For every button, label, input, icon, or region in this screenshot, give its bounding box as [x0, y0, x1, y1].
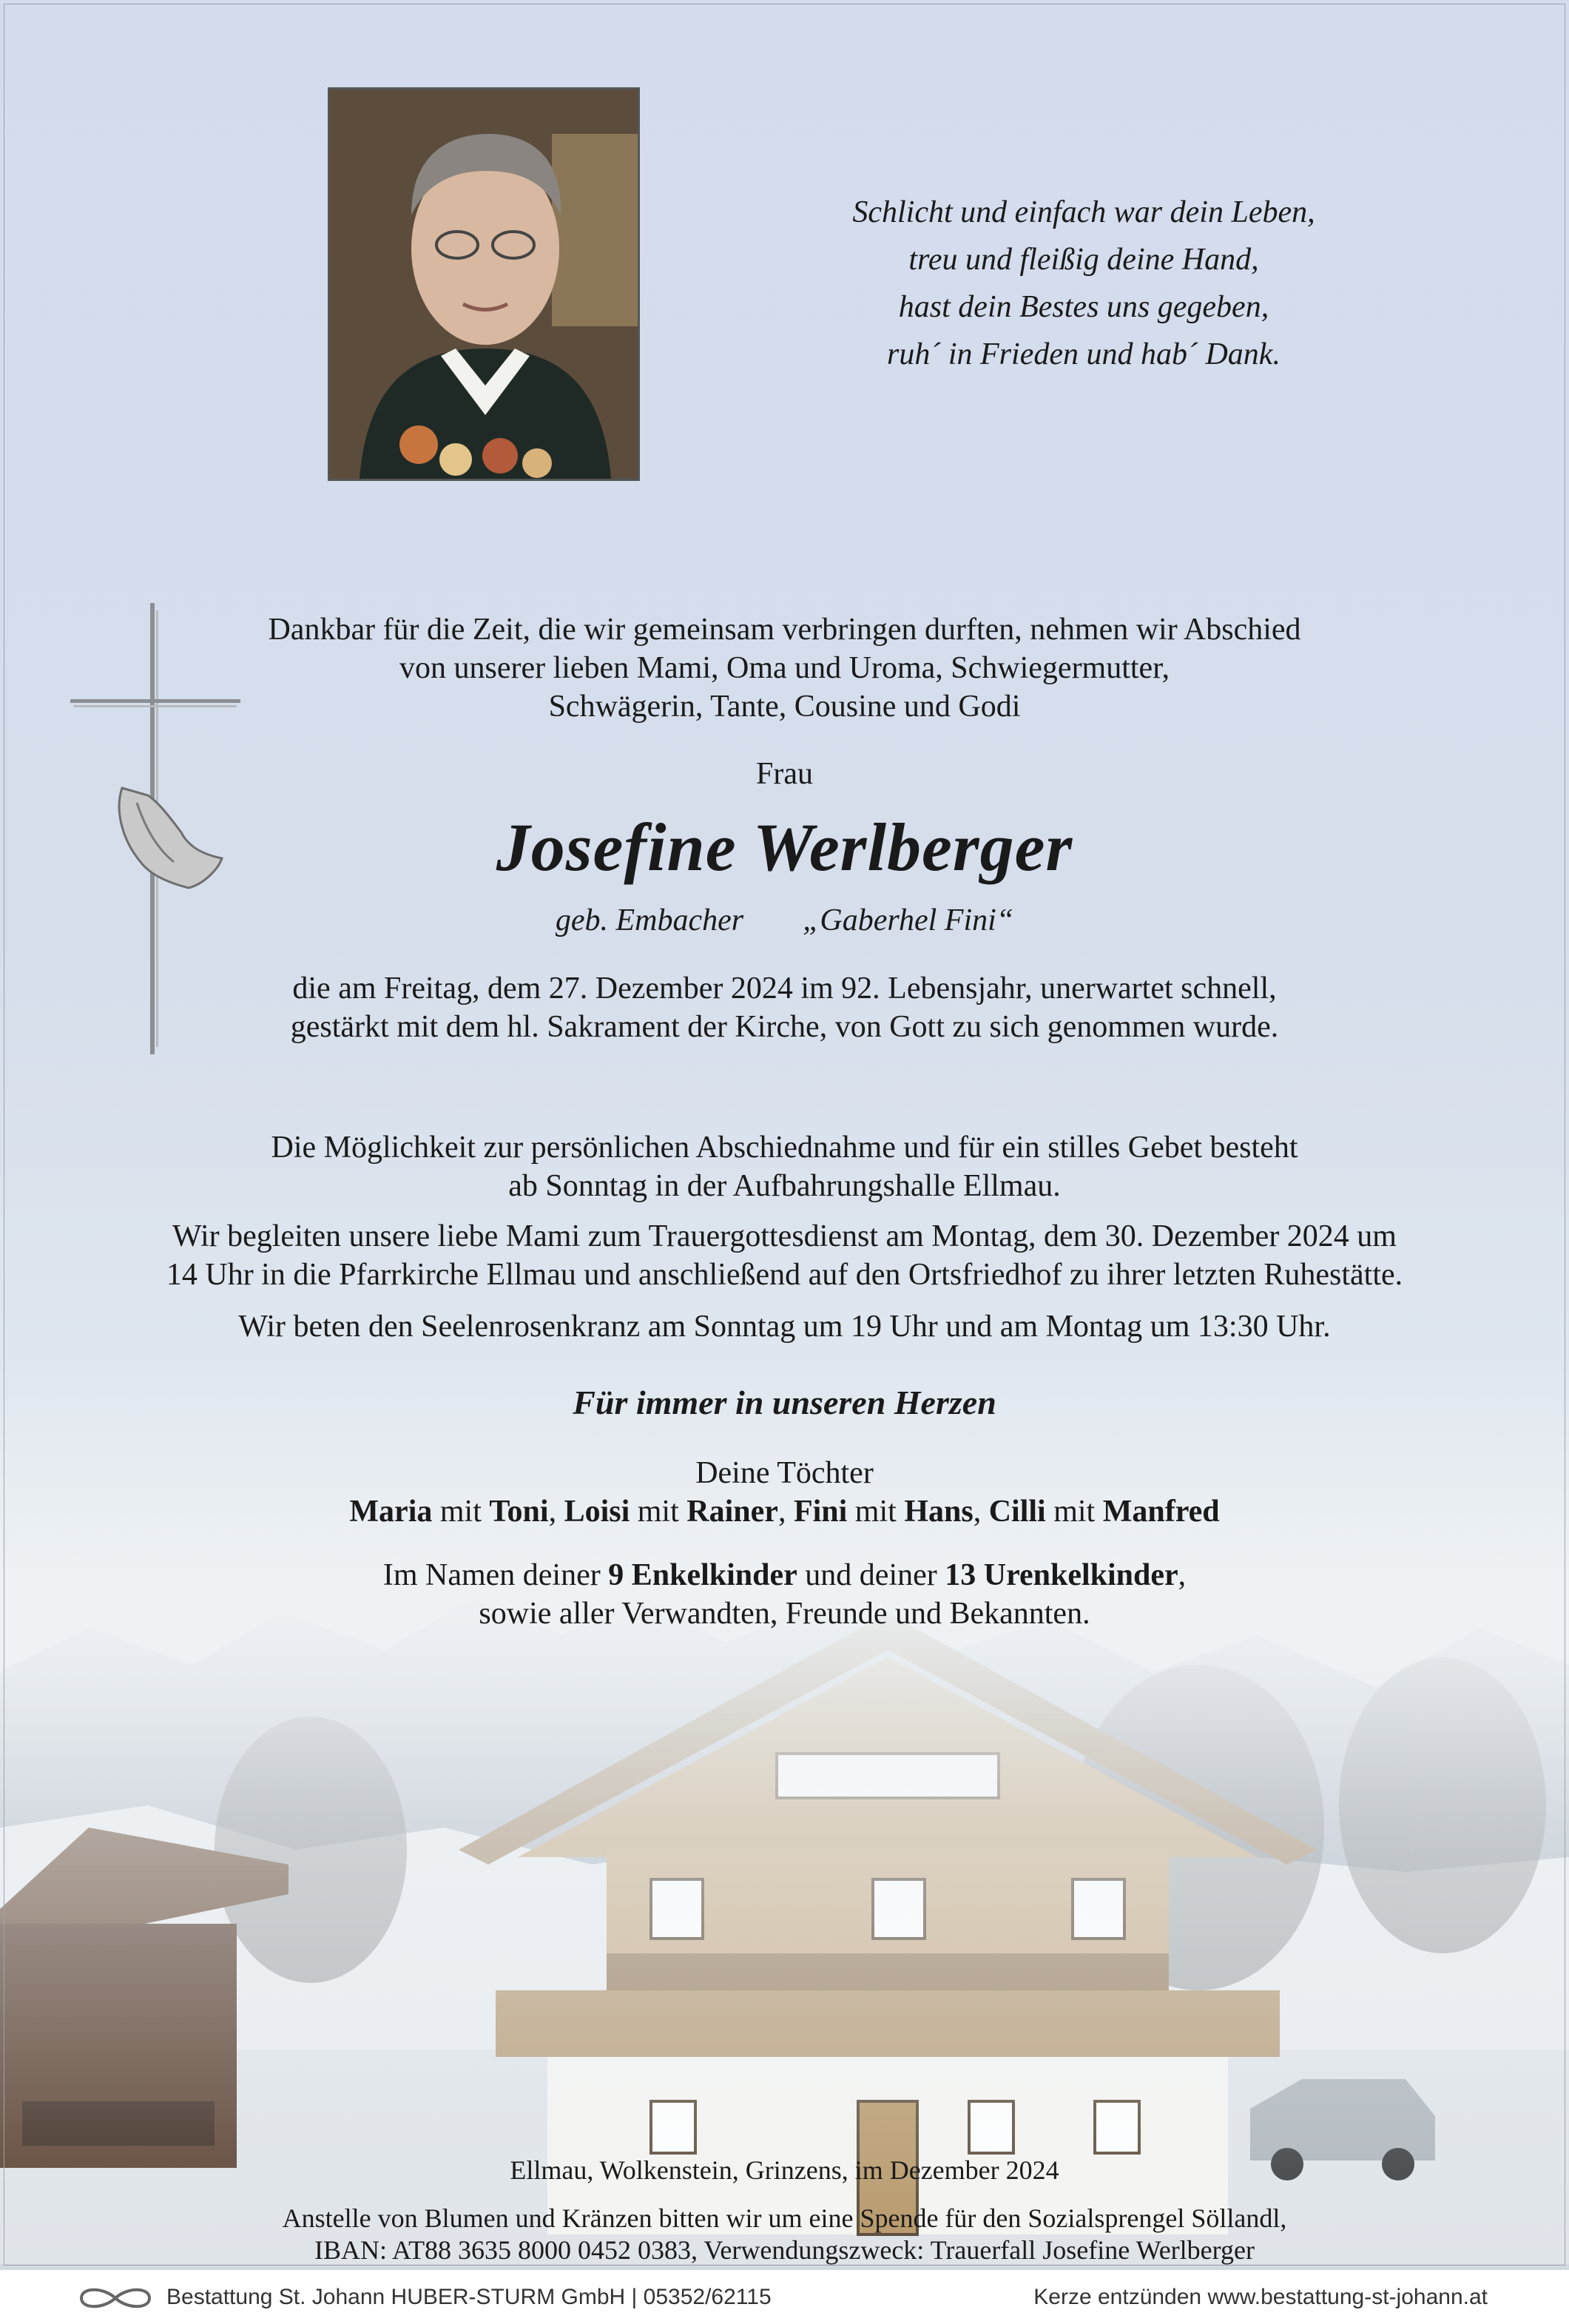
service-line: Wir begleiten unsere liebe Mami zum Trauergottesdienst am Montag, dem 30. Dezember 2024 um — [172, 1219, 1397, 1253]
salutation: Frau — [756, 757, 813, 791]
name-details — [0, 901, 1569, 940]
death-notice-line: die am Freitag, dem 27. Dezember 2024 im 92. Lebensjahr, unerwartet schnell, — [292, 971, 1277, 1006]
poem-line: hast dein Bestes uns gegeben, — [898, 290, 1269, 324]
daughter-name: Loisi — [564, 1495, 630, 1529]
farewell-line: Die Möglichkeit zur persönlichen Abschiednahme und für ein stilles Gebet besteht — [271, 1131, 1298, 1165]
portrait-figure — [330, 90, 638, 479]
intro-line: Dankbar für die Zeit, die wir gemeinsam verbringen durften, nehmen wir Abschied — [268, 613, 1301, 647]
text: und deiner — [797, 1558, 945, 1592]
connector: mit — [432, 1495, 490, 1529]
text: Im Namen deiner — [382, 1558, 609, 1592]
separator: , — [548, 1495, 564, 1529]
memorial-poem — [740, 189, 1428, 378]
partner-name: Rainer — [686, 1495, 778, 1529]
nickname: „Gaberhel Fini“ — [803, 903, 1014, 937]
place-date: Ellmau, Wolkenstein, Grinzens, im Dezember 2024 — [510, 2155, 1059, 2185]
deceased-name: Josefine Werlberger — [496, 809, 1073, 885]
grandchildren-line — [0, 1556, 1569, 1594]
maiden-name: geb. Embacher — [555, 903, 744, 937]
candle-link[interactable]: Kerze entzünden www.bestattung-st-johann.at — [1033, 2285, 1488, 2309]
poem-line: treu und fleißig deine Hand, — [908, 243, 1259, 277]
daughter-name: Fini — [793, 1495, 848, 1529]
separator: , — [973, 1495, 989, 1529]
grandchildren-count: 9 Enkelkinder — [608, 1558, 797, 1592]
service-line: 14 Uhr in die Pfarrkirche Ellmau und anschließend auf den Ortsfriedhof zu ihrer letzten Ruhestätte. — [166, 1258, 1403, 1292]
donation-line: Anstelle von Blumen und Kränzen bitten wir um eine Spende für den Sozialsprengel Söllandl, — [282, 2203, 1287, 2233]
partner-name: Toni — [489, 1495, 549, 1529]
poem-line: Schlicht und einfach war dein Leben, — [852, 195, 1315, 229]
intro-line: Schwägerin, Tante, Cousine und Godi — [548, 690, 1021, 724]
footer — [0, 2270, 1569, 2324]
connector: mit — [630, 1495, 687, 1529]
rosary-line: Wir beten den Seelenrosenkranz am Sonntag um 19 Uhr und am Montag um 13:30 Uhr. — [238, 1310, 1331, 1344]
partner-name: Manfred — [1102, 1495, 1220, 1529]
daughter-name: Cilli — [988, 1495, 1046, 1529]
connector: mit — [1045, 1495, 1103, 1529]
partner-name: Hans — [904, 1495, 974, 1529]
separator: , — [777, 1495, 794, 1529]
motto: Für immer in unseren Herzen — [573, 1384, 996, 1421]
company-info: Bestattung St. Johann HUBER-STURM GmbH | 05352/62115 — [166, 2285, 772, 2309]
poem-line: ruh´ in Frieden und hab´ Dank. — [887, 337, 1280, 371]
daughters-label: Deine Töchter — [695, 1456, 874, 1490]
death-notice-line: gestärkt mit dem hl. Sakrament der Kirche, von Gott zu sich genommen wurde. — [290, 1010, 1279, 1044]
farewell-line: ab Sonntag in der Aufbahrungshalle Ellmau. — [508, 1169, 1061, 1203]
connector: mit — [847, 1495, 905, 1529]
portrait-photo — [328, 87, 640, 481]
donation-line: IBAN: AT88 3635 8000 0452 0383, Verwendungszweck: Trauerfall Josefine Werlberger — [314, 2235, 1255, 2265]
relatives-line: sowie aller Verwandten, Freunde und Bekannten. — [479, 1597, 1090, 1631]
daughters-list — [0, 1492, 1569, 1531]
daughter-name: Maria — [349, 1495, 433, 1529]
great-grandchildren-count: 13 Urenkelkinder — [945, 1558, 1178, 1592]
infinity-logo-icon — [74, 2283, 157, 2313]
text: , — [1178, 1558, 1187, 1592]
intro-line: von unserer lieben Mami, Oma und Uroma, Schwiegermutter, — [399, 651, 1170, 685]
